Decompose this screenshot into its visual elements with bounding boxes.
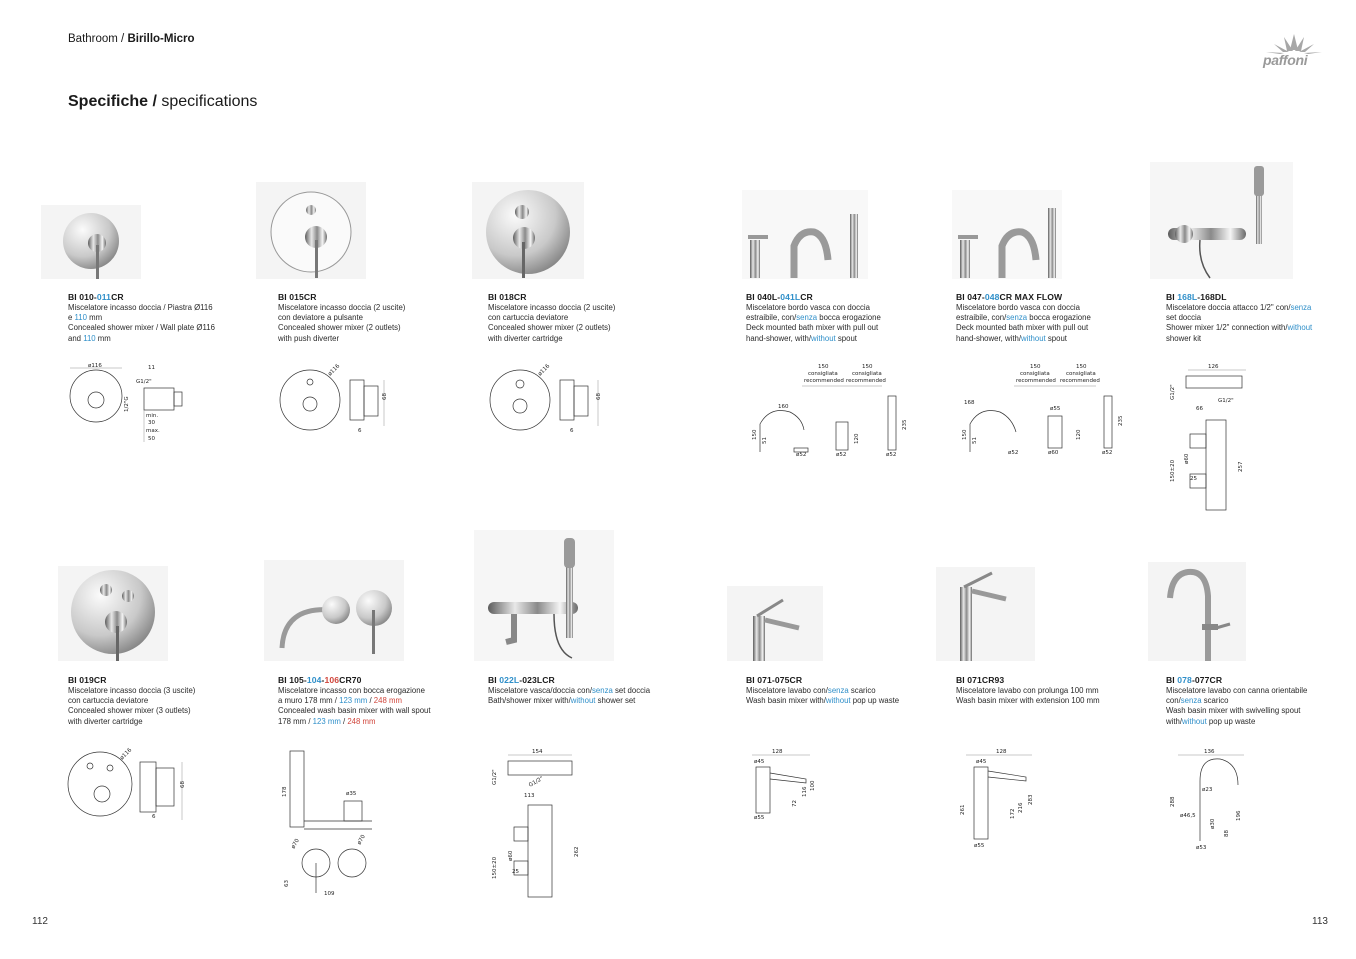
svg-text:consigliata: consigliata <box>1020 371 1050 377</box>
product-description-line: con/senza scarico <box>1166 696 1229 706</box>
product-description-line: with diverter cartridge <box>68 716 143 726</box>
product-bi-015cr <box>278 292 478 344</box>
product-description-line: Miscelatore incasso doccia (2 uscite) <box>488 303 616 312</box>
product-code: BI 019CR <box>68 675 107 685</box>
svg-text:recommended: recommended <box>804 378 844 384</box>
svg-text:ø55: ø55 <box>754 815 765 821</box>
svg-text:66: 66 <box>1196 406 1203 412</box>
svg-text:100: 100 <box>810 780 816 791</box>
svg-text:G1/2": G1/2" <box>136 379 152 385</box>
product-description-line: Concealed shower mixer (2 outlets) <box>488 323 611 333</box>
svg-text:160: 160 <box>778 404 789 410</box>
product-bi-105-104-106cr70 <box>278 675 478 727</box>
svg-text:154: 154 <box>532 749 543 755</box>
product-code: BI 105-104-106CR70 <box>278 675 362 685</box>
svg-text:6: 6 <box>152 814 156 820</box>
product-description-line: with/without pop up waste <box>1166 716 1256 726</box>
svg-text:ø116: ø116 <box>119 747 134 762</box>
product-description-line: Miscelatore lavabo con/senza scarico <box>746 686 876 695</box>
product-photo <box>58 566 168 661</box>
product-description-line: Deck mounted bath mixer with pull out <box>746 323 879 333</box>
svg-text:ø116: ø116 <box>537 363 552 378</box>
product-description-line: Wash basin mixer with/without pop up waste <box>746 696 900 706</box>
technical-drawing <box>66 360 196 446</box>
svg-text:G1/2": G1/2" <box>1170 384 1176 400</box>
product-bi-022l-023lcr <box>488 675 688 706</box>
product-description-line: with push diverter <box>278 333 340 343</box>
svg-text:128: 128 <box>772 749 783 755</box>
svg-text:1/2"G: 1/2"G <box>124 396 130 412</box>
svg-text:88: 88 <box>1224 830 1230 837</box>
product-description-line: Miscelatore incasso doccia (2 uscite) <box>278 303 406 312</box>
product-bi-078-077cr <box>1166 675 1356 727</box>
svg-text:150±20: 150±20 <box>492 856 498 879</box>
svg-text:ø46,5: ø46,5 <box>1180 813 1196 819</box>
product-description-line: Miscelatore doccia attacco 1/2" con/senza <box>1166 303 1312 312</box>
product-code: BI 047-048CR MAX FLOW <box>956 292 1063 302</box>
product-description-line: e 110 mm <box>68 313 103 323</box>
svg-text:150: 150 <box>1076 364 1087 370</box>
svg-text:113: 113 <box>524 793 535 799</box>
svg-text:216: 216 <box>1018 802 1024 813</box>
product-description-line: hand-shower, with/without spout <box>956 333 1067 343</box>
product-description-line: Miscelatore incasso con bocca erogazione <box>278 686 425 695</box>
product-description-line: Miscelatore vasca/doccia con/senza set doccia <box>488 686 651 695</box>
product-bi-168l-168dl <box>1166 292 1356 344</box>
svg-text:ø55: ø55 <box>1050 406 1061 412</box>
svg-text:ø116: ø116 <box>88 363 102 369</box>
svg-text:G1/2": G1/2" <box>1218 398 1234 404</box>
svg-text:ø60: ø60 <box>508 850 514 861</box>
breadcrumb <box>68 33 195 45</box>
svg-text:ø70: ø70 <box>356 834 367 846</box>
product-code: BI 015CR <box>278 292 317 302</box>
product-photo <box>256 182 366 279</box>
svg-text:ø52: ø52 <box>836 452 847 458</box>
svg-text:116: 116 <box>802 786 808 797</box>
svg-text:ø70: ø70 <box>290 838 301 850</box>
svg-text:ø52: ø52 <box>796 452 807 458</box>
svg-text:consigliata: consigliata <box>808 371 838 377</box>
svg-text:120: 120 <box>1076 429 1082 440</box>
product-bi-018cr <box>488 292 688 344</box>
svg-text:51: 51 <box>762 437 768 444</box>
svg-text:ø52: ø52 <box>1102 450 1113 456</box>
product-photo <box>742 190 868 279</box>
svg-text:120: 120 <box>854 433 860 444</box>
product-description-line: Concealed shower mixer / Wall plate Ø116 <box>68 323 215 333</box>
product-bi-071cr93 <box>956 675 1156 706</box>
product-description-line: Miscelatore incasso doccia / Piastra Ø116 <box>68 303 213 312</box>
svg-text:25: 25 <box>512 869 519 875</box>
product-photo <box>41 205 141 279</box>
product-code: BI 078-077CR <box>1166 675 1223 685</box>
product-description-line: with diverter cartridge <box>488 333 563 343</box>
product-description-line: Wash basin mixer with extension 100 mm <box>956 696 1100 706</box>
product-description-line: con deviatore a pulsante <box>278 313 363 323</box>
svg-text:126: 126 <box>1208 364 1219 370</box>
svg-text:consigliata: consigliata <box>852 371 882 377</box>
svg-text:ø23: ø23 <box>1202 787 1213 793</box>
svg-text:max.: max. <box>146 428 160 434</box>
product-description-line: Miscelatore lavabo con prolunga 100 mm <box>956 686 1099 695</box>
product-code: BI 071-075CR <box>746 675 803 685</box>
product-photo <box>727 586 823 661</box>
product-photo <box>472 182 584 279</box>
svg-text:150: 150 <box>1030 364 1041 370</box>
product-description-line: and 110 mm <box>68 333 111 343</box>
svg-text:G1/2": G1/2" <box>492 769 498 785</box>
svg-text:136: 136 <box>1204 749 1215 755</box>
product-description-line: Miscelatore lavabo con canna orientabile <box>1166 686 1308 695</box>
product-bi-019cr <box>68 675 268 727</box>
svg-text:ø52: ø52 <box>886 452 897 458</box>
product-description-line: Shower mixer 1/2" connection with/without <box>1166 323 1313 333</box>
technical-drawing <box>278 364 398 436</box>
svg-text:150: 150 <box>962 429 968 440</box>
product-description-line: Miscelatore bordo vasca con doccia <box>746 303 870 312</box>
page-title <box>68 93 257 111</box>
svg-text:235: 235 <box>1118 415 1124 426</box>
product-code: BI 022L-023LCR <box>488 675 555 685</box>
svg-text:ø35: ø35 <box>346 791 357 797</box>
product-description-line: hand-shower, with/without spout <box>746 333 857 343</box>
product-code: BI 071CR93 <box>956 675 1005 685</box>
svg-text:6: 6 <box>570 428 574 434</box>
product-description-line: set doccia <box>1166 313 1202 323</box>
technical-drawing <box>746 360 916 460</box>
svg-text:G1/2": G1/2" <box>528 775 545 789</box>
svg-text:6: 6 <box>358 428 362 434</box>
svg-text:63: 63 <box>284 880 290 887</box>
product-description-line: Miscelatore bordo vasca con doccia <box>956 303 1080 312</box>
svg-text:min.: min. <box>146 413 159 419</box>
product-photo <box>1148 562 1246 661</box>
technical-drawing <box>956 745 1046 855</box>
product-bi-040l-041lcr <box>746 292 946 344</box>
page-number-right: 113 <box>1312 916 1328 927</box>
product-description-line: Concealed shower mixer (3 outlets) <box>68 706 191 716</box>
svg-text:172: 172 <box>1010 808 1016 819</box>
svg-text:68: 68 <box>596 393 602 400</box>
technical-drawing <box>66 748 196 828</box>
svg-text:150: 150 <box>818 364 829 370</box>
svg-text:recommended: recommended <box>1060 378 1100 384</box>
product-description-line: con cartuccia deviatore <box>68 696 149 706</box>
svg-text:150±20: 150±20 <box>1170 459 1176 482</box>
page-number-left: 112 <box>32 916 48 927</box>
product-photo <box>264 560 404 661</box>
page-title-it: Specifiche / <box>68 93 157 110</box>
svg-text:ø116: ø116 <box>327 363 342 378</box>
technical-drawing <box>956 360 1126 460</box>
product-description-line: Wash basin mixer with swivelling spout <box>1166 706 1301 716</box>
svg-text:ø60: ø60 <box>1184 453 1190 464</box>
page-title-en: specifications <box>161 93 258 110</box>
svg-text:ø55: ø55 <box>974 843 985 849</box>
svg-text:recommended: recommended <box>846 378 886 384</box>
product-photo <box>1150 162 1293 279</box>
svg-text:ø45: ø45 <box>976 759 987 765</box>
product-bi-047-048cr <box>956 292 1156 344</box>
product-description-line: estraibile, con/senza bocca erogazione <box>956 313 1091 323</box>
svg-text:ø30: ø30 <box>1210 818 1216 829</box>
product-description-line: a muro 178 mm / 123 mm / 248 mm <box>278 696 402 706</box>
svg-text:150: 150 <box>862 364 873 370</box>
technical-drawing <box>278 745 388 905</box>
breadcrumb-page: Birillo-Micro <box>127 33 195 45</box>
technical-drawing <box>746 745 836 825</box>
svg-text:257: 257 <box>1238 461 1244 472</box>
svg-text:68: 68 <box>382 393 388 400</box>
svg-text:11: 11 <box>148 365 155 371</box>
svg-text:68: 68 <box>180 781 186 788</box>
product-description-line: con cartuccia deviatore <box>488 313 569 323</box>
svg-text:168: 168 <box>964 400 975 406</box>
product-photo <box>936 567 1035 661</box>
breadcrumb-section: Bathroom / <box>68 33 125 45</box>
svg-text:196: 196 <box>1236 810 1242 821</box>
svg-text:51: 51 <box>972 437 978 444</box>
product-description-line: Bath/shower mixer with/without shower set <box>488 696 636 706</box>
product-description-line: Concealed shower mixer (2 outlets) <box>278 323 401 333</box>
svg-text:25: 25 <box>1190 476 1197 482</box>
svg-text:ø45: ø45 <box>754 759 765 765</box>
technical-drawing <box>1166 745 1256 855</box>
svg-text:30: 30 <box>148 420 155 426</box>
technical-drawing <box>1166 360 1256 520</box>
svg-text:150: 150 <box>752 429 758 440</box>
product-code: BI 168L-168DL <box>1166 292 1227 302</box>
svg-text:178: 178 <box>282 786 288 797</box>
technical-drawing <box>488 364 608 436</box>
technical-drawing <box>488 745 598 905</box>
product-description-line: shower kit <box>1166 333 1202 343</box>
svg-text:ø53: ø53 <box>1196 845 1207 851</box>
product-photo <box>474 530 614 661</box>
svg-text:288: 288 <box>1170 796 1176 807</box>
product-code: BI 018CR <box>488 292 527 302</box>
svg-text:261: 261 <box>960 804 966 815</box>
svg-text:ø52: ø52 <box>1008 450 1019 456</box>
product-code: BI 040L-041LCR <box>746 292 813 302</box>
svg-text:262: 262 <box>574 846 580 857</box>
brand-name: paffoni <box>1263 52 1308 68</box>
svg-text:109: 109 <box>324 891 335 897</box>
product-description-line: Concealed wash basin mixer with wall spout <box>278 706 431 716</box>
svg-text:recommended: recommended <box>1016 378 1056 384</box>
svg-text:235: 235 <box>902 419 908 430</box>
svg-text:consigliata: consigliata <box>1066 371 1096 377</box>
product-description-line: 178 mm / 123 mm / 248 mm <box>278 716 376 726</box>
product-code: BI 010-011CR <box>68 292 124 302</box>
svg-text:128: 128 <box>996 749 1007 755</box>
svg-text:72: 72 <box>792 800 798 807</box>
product-description-line: estraibile, con/senza bocca erogazione <box>746 313 881 323</box>
product-bi-010-011cr <box>68 292 268 344</box>
svg-text:50: 50 <box>148 436 155 442</box>
product-photo <box>952 190 1062 279</box>
product-description-line: Deck mounted bath mixer with pull out <box>956 323 1089 333</box>
product-bi-071-075cr <box>746 675 946 706</box>
svg-text:283: 283 <box>1028 794 1034 805</box>
svg-text:ø60: ø60 <box>1048 450 1059 456</box>
product-description-line: Miscelatore incasso doccia (3 uscite) <box>68 686 196 695</box>
